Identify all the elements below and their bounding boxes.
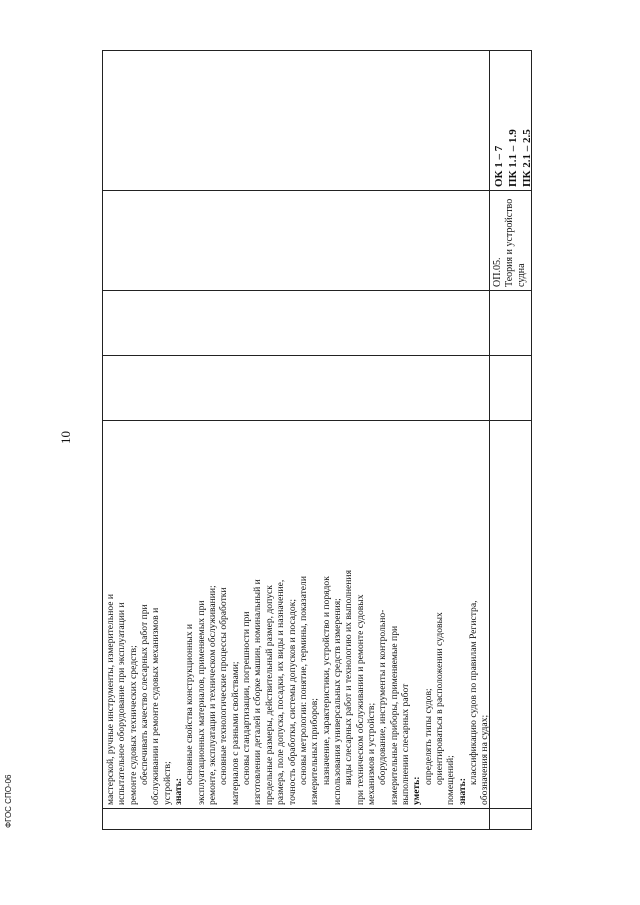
table-col-competencies [102,50,532,190]
content-lines [103,421,493,808]
content-line: механизмов и устройств; [365,702,377,805]
content-line: помещений; [445,755,457,805]
content-line: измерительные приборы, применяемые при [388,625,400,805]
content-line: основные свойства конструкционных и [184,623,196,785]
content-line: использования универсальных средств измерения; [331,598,343,805]
table-col-hours-2 [102,290,532,355]
content-line: измерительных приборов; [309,698,321,805]
competency-cell-text [490,50,532,190]
content-line: мастерской, ручные инструменты, измерительное и [105,593,116,805]
content-line: основные технологические процессы обработки [218,587,230,785]
content-line: основы метрологии: понятие, термины, показатели [297,576,309,785]
content-line: испытательное оборудование при эксплуатации и [116,602,128,805]
content-line: при техническом обслуживании и ремонте судовых [354,594,366,805]
table-col-index [102,808,532,830]
content-line: точность обработки, системы допусков и посадок; [286,598,298,805]
discipline-line: судна [516,263,527,287]
table-col-discipline [102,190,532,290]
content-line: изготовлении деталей и сборке машин, номинальный и [252,579,264,805]
content-line: знать: [173,778,185,805]
content-line: ремонте, эксплуатации и техническом обслуживании; [207,585,219,805]
content-line: материалов с разными свойствами; [229,661,241,805]
content-line: знать: [456,778,468,805]
page-number: 10 [58,431,73,444]
content-line: основы стандартизации, погрешности при [241,611,253,785]
competency-line: ПК 2.1 – 2.5 [521,129,533,187]
content-line: ориентироваться в расположении судовых [433,612,445,785]
content-line: уметь: [411,776,423,805]
discipline-line: Теория и устройство [504,198,515,287]
content-line: виды слесарных работ и технологию их выполнения [343,570,355,785]
competency-line: ОК 1 – 7 [493,145,505,187]
table-col-content [102,420,532,808]
content-line: выполнении слесарных работ [399,683,411,805]
content-line: классификацию судов по правилам Регистра, [468,600,479,785]
competency-line: ПК 1.1 – 1.9 [507,129,519,187]
content-line: обозначения на судах; [479,714,491,805]
content-line: обслуживании и ремонте судовых механизмов и [150,607,162,805]
footer-code: ФГОС СПО-06 [4,774,13,828]
content-line: предельные размеры, действительный размер, допуск [263,585,275,805]
content-line: обеспечивать качество слесарных работ при [139,604,151,785]
content-line: размера, поле допуска, посадки, их виды и назначение, [275,579,287,805]
content-line: эксплуатационных материалов, применяемых при [195,600,207,805]
content-line: ремонте судовых технических средств; [127,645,139,805]
curriculum-table [102,50,532,830]
discipline-cell-text [490,190,532,290]
content-line: назначение, характеристики, устройство и порядок [320,576,332,785]
table-col-hours-1 [102,355,532,420]
discipline-line: ОП.05. [492,257,503,287]
content-line: устройств; [161,761,173,805]
content-line: оборудование, инструменты и контрольно- [377,609,389,785]
content-line: определять типы судов; [422,688,434,785]
